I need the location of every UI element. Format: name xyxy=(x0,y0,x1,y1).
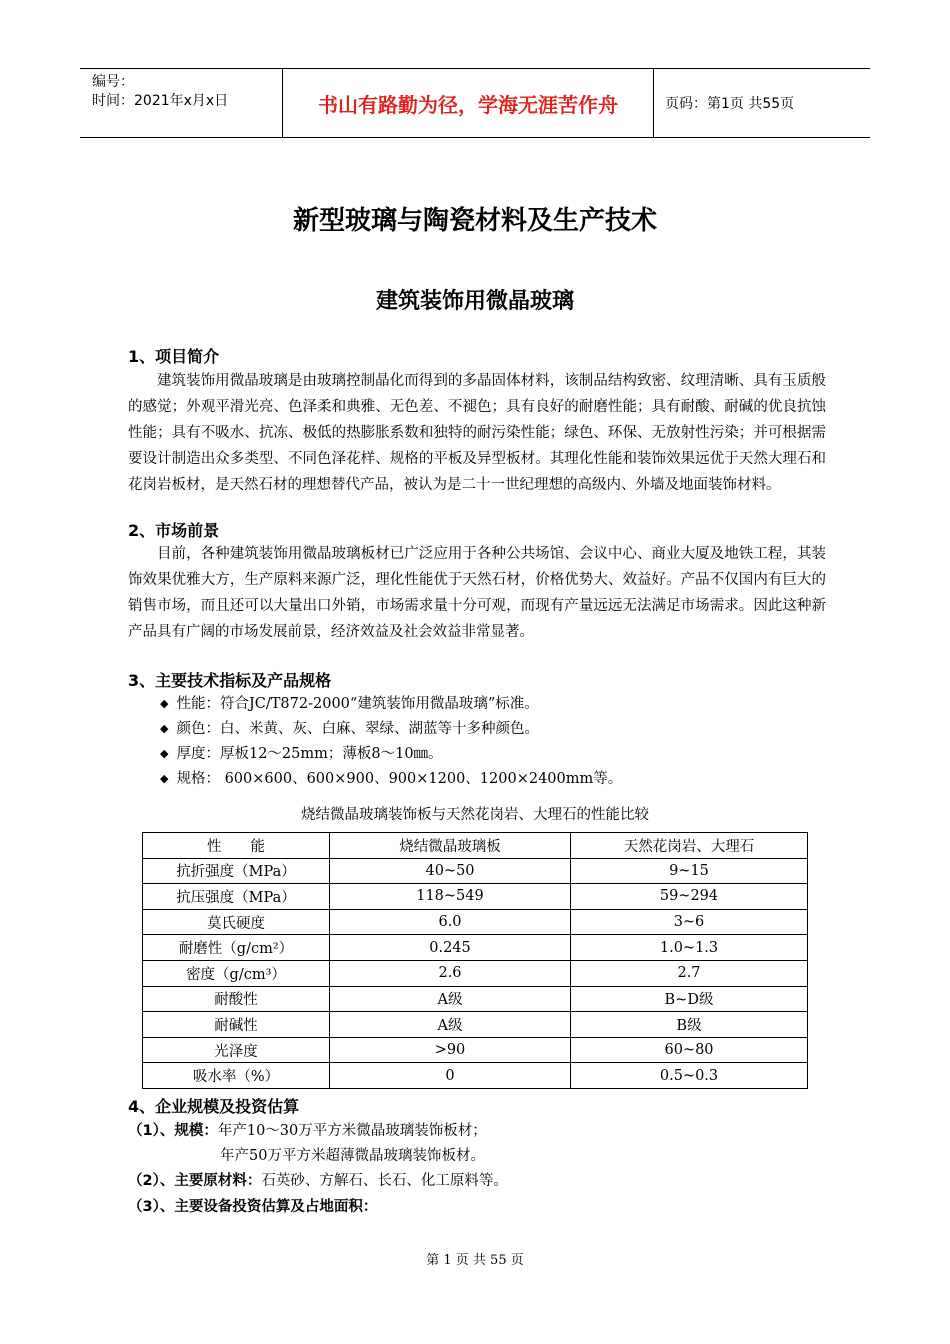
table-row xyxy=(143,1012,808,1038)
table-cell: 光泽度 xyxy=(143,1037,330,1063)
table-cell: B~D级 xyxy=(571,986,808,1012)
table-header-cell: 烧结微晶玻璃板 xyxy=(330,833,571,859)
time-label: 时间：2021年x月x日 xyxy=(92,93,229,109)
table-header-row xyxy=(143,833,808,859)
table-row xyxy=(143,858,808,884)
table-cell: >90 xyxy=(330,1037,571,1063)
page-footer: 第 1 页 共 55 页 xyxy=(426,1253,524,1268)
table-cell: 莫氏硬度 xyxy=(143,909,330,935)
table-cell: 60~80 xyxy=(571,1037,808,1063)
table-cell: 0.5~0.3 xyxy=(571,1063,808,1089)
table-cell: 40~50 xyxy=(330,858,571,884)
document-subtitle: 建筑装饰用微晶玻璃 xyxy=(375,289,574,314)
section-4-heading: 4、企业规模及投资估算 xyxy=(128,1097,300,1116)
spec-item: ◆ 厚度：厚板12～25mm；薄板8～10㎜。 xyxy=(160,742,622,767)
table-row xyxy=(143,935,808,961)
table-cell: 耐磨性（g/cm²） xyxy=(143,935,330,961)
header-page-info: 页码：第1页 共55页 xyxy=(665,96,795,112)
table-cell: 0 xyxy=(330,1063,571,1089)
table-cell: 耐酸性 xyxy=(143,986,330,1012)
section-2-text: 目前，各种建筑装饰用微晶玻璃板材已广泛应用于各种公共场馆、会议中心、商业大厦及地铁工程，其装饰效果优雅大方，生产原料来源广泛，理化性能优于天然石材，价格优势大、效益好。产品不仅国内有巨大的销售市场，而且还可以大量出口外销，市场需求量十分可观，而现有产量远远无法满足市场需求。因此这种新产品具有广阔的市场发展前景，经济效益及社会效益非常显著。 xyxy=(128,546,826,640)
document-title: 新型玻璃与陶瓷材料及生产技术 xyxy=(292,206,657,236)
table-row xyxy=(143,909,808,935)
number-label: 编号： xyxy=(92,74,134,90)
spec-item: ◆ 规格： 600×600、600×900、900×1200、1200×2400mm等。 xyxy=(160,767,622,792)
spec-item: ◆ 颜色：白、米黄、灰、白麻、翠绿、湖蓝等十多种颜色。 xyxy=(160,717,622,742)
section-1-heading: 1、项目简介 xyxy=(128,347,220,366)
materials-label: （2）、主要原材料： xyxy=(128,1173,262,1189)
table-cell: 59~294 xyxy=(571,884,808,910)
scale-text: 年产10～30万平方米微晶玻璃装饰板材； xyxy=(217,1123,487,1139)
table-cell: 抗折强度（MPa） xyxy=(143,858,330,884)
table-cell: 1.0~1.3 xyxy=(571,935,808,961)
section-1-text: 建筑装饰用微晶玻璃是由玻璃控制晶化而得到的多晶固体材料，该制品结构致密、纹理清晰、具有玉质般的感觉；外观平滑光亮、色泽柔和典雅、无色差、不褪色；具有良好的耐磨性能；具有耐酸、耐碱的优良抗蚀性能；具有不吸水、抗冻、极低的热膨胀系数和独特的耐污染性能；绿色、环保、无放射性污染；并可根据需要设计制造出众多类型、不同色泽花样、规格的平板及异型板材。其理化性能和装饰效果远优于天然大理石和花岗岩板材，是天然石材的理想替代产品，被认为是二十一世纪理想的高级内、外墙及地面装饰材料。 xyxy=(128,373,826,493)
table-cell: 吸水率（%） xyxy=(143,1063,330,1089)
table-row xyxy=(143,884,808,910)
table-header-cell: 天然花岗岩、大理石 xyxy=(571,833,808,859)
scale-label: （1）、规模： xyxy=(128,1123,218,1139)
table-cell: 9~15 xyxy=(571,858,808,884)
table-cell: 118~549 xyxy=(330,884,571,910)
header-meta xyxy=(80,69,282,137)
table-cell: A级 xyxy=(330,1012,571,1038)
table-cell: 耐碱性 xyxy=(143,1012,330,1038)
table-caption: 烧结微晶玻璃装饰板与天然花岗岩、大理石的性能比较 xyxy=(301,807,649,823)
table-cell: 密度（g/cm³） xyxy=(143,960,330,986)
table-row xyxy=(143,986,808,1012)
materials-item xyxy=(128,1169,508,1190)
section-2-heading: 2、市场前景 xyxy=(128,521,220,540)
materials-text: 石英砂、方解石、长石、化工原料等。 xyxy=(261,1173,508,1189)
table-cell: 2.7 xyxy=(571,960,808,986)
spec-list xyxy=(160,692,622,792)
table-row xyxy=(143,1063,808,1089)
page-header xyxy=(80,68,870,138)
table-cell: 6.0 xyxy=(330,909,571,935)
table-cell: B级 xyxy=(571,1012,808,1038)
scale-item xyxy=(128,1119,487,1140)
table-cell: 2.6 xyxy=(330,960,571,986)
equipment-label: （3）、主要设备投资估算及占地面积： xyxy=(128,1199,378,1215)
table-row xyxy=(143,960,808,986)
table-cell: 0.245 xyxy=(330,935,571,961)
equipment-item xyxy=(128,1195,377,1216)
scale-text-2: 年产50万平方米超薄微晶玻璃装饰板材。 xyxy=(220,1148,485,1164)
table-row xyxy=(143,1037,808,1063)
table-header-cell: 性 能 xyxy=(143,833,330,859)
section-3-heading: 3、主要技术指标及产品规格 xyxy=(128,671,332,690)
scale-item-2 xyxy=(220,1144,485,1165)
table-cell: 3~6 xyxy=(571,909,808,935)
spec-item: ◆ 性能：符合JC/T872-2000“建筑装饰用微晶玻璃”标准。 xyxy=(160,692,622,717)
comparison-table xyxy=(142,832,808,1089)
header-motto: 书山有路勤为径，学海无涯苦作舟 xyxy=(282,69,654,137)
table-cell: A级 xyxy=(330,986,571,1012)
table-cell: 抗压强度（MPa） xyxy=(143,884,330,910)
